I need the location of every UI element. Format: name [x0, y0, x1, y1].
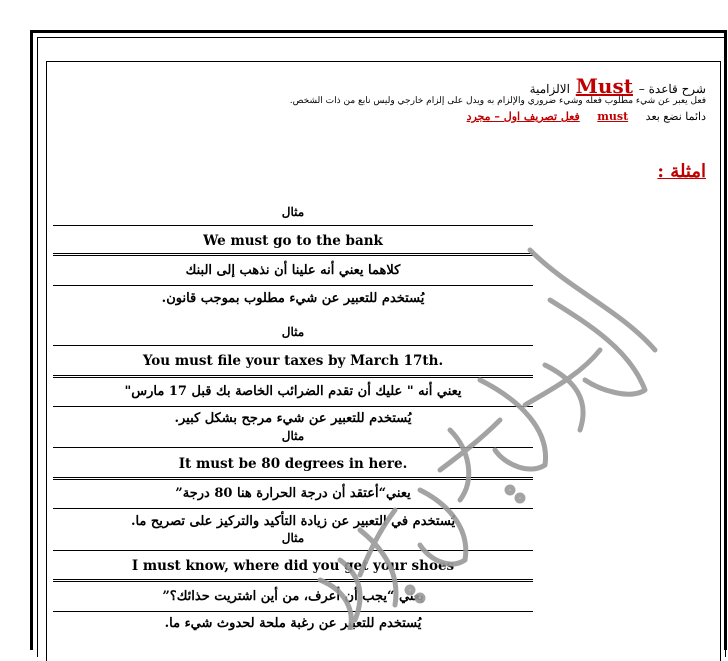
rule-description: فعل يعبر عن شيء مطلوب فعله وشيء ضروري والإلزام به ويدل على إلزام خارجي وليس نابع من ذات الشخص.	[289, 96, 706, 106]
example-usage: يُستخدم في التعبير عن زيادة التأكيد والتركيز على تصريح ما.	[130, 514, 456, 529]
example-sentence: I must know, where did you get your shoes	[131, 558, 455, 574]
example-usage: يُستخدم للتعبير عن شيء مطلوب بموجب قانون.	[161, 291, 425, 306]
example-meaning: يعني أنه " عليك أن تقدم الضرائب الخاصة بك قبل 17 مارس"	[124, 384, 462, 399]
example-meaning: يعني “يجب أن أعرف، من أين اشتريت حذائك؟”	[162, 589, 424, 604]
divider	[53, 375, 533, 378]
rule-prefix: دائما نضع بعد	[645, 110, 706, 123]
divider	[53, 477, 533, 480]
example-label: مثال	[281, 429, 305, 443]
example-label: مثال	[281, 205, 305, 219]
divider	[53, 579, 533, 582]
example-meaning: يعني“أعتقد أن درجة الحرارة هنا 80 درجة”	[175, 486, 411, 501]
page-title	[530, 74, 706, 98]
rule-must-word: must	[597, 110, 629, 123]
example-sentence: We must go to the bank	[203, 233, 383, 249]
divider	[53, 253, 533, 256]
title-prefix: شرح قاعدة –	[638, 82, 706, 96]
divider	[53, 611, 533, 612]
example-sentence: It must be 80 degrees in here.	[178, 456, 408, 472]
rule-tail: فعل تصريف اول – مجرد	[466, 110, 580, 123]
example-meaning: كلاهما يعني أنه علينا أن نذهب إلى البنك	[185, 263, 401, 278]
examples-heading: امثلة :	[657, 161, 706, 182]
divider	[53, 285, 533, 286]
example-usage: يُستخدم للتعبير عن شيء مرجح بشكل كبير.	[174, 411, 412, 426]
divider	[53, 345, 533, 346]
divider	[53, 550, 533, 551]
example-label: مثال	[281, 325, 305, 339]
divider	[53, 508, 533, 509]
rule-line	[467, 110, 706, 123]
title-suffix: الالزامية	[529, 82, 570, 96]
title-must-word: Must	[575, 74, 633, 98]
divider	[53, 406, 533, 407]
example-usage: يُستخدم للتعبير عن رغبة ملحة لحدوث شيء ما.	[164, 616, 422, 631]
example-sentence: You must file your taxes by March 17th.	[142, 353, 444, 369]
example-label: مثال	[281, 531, 305, 545]
divider	[53, 225, 533, 226]
divider	[53, 447, 533, 448]
